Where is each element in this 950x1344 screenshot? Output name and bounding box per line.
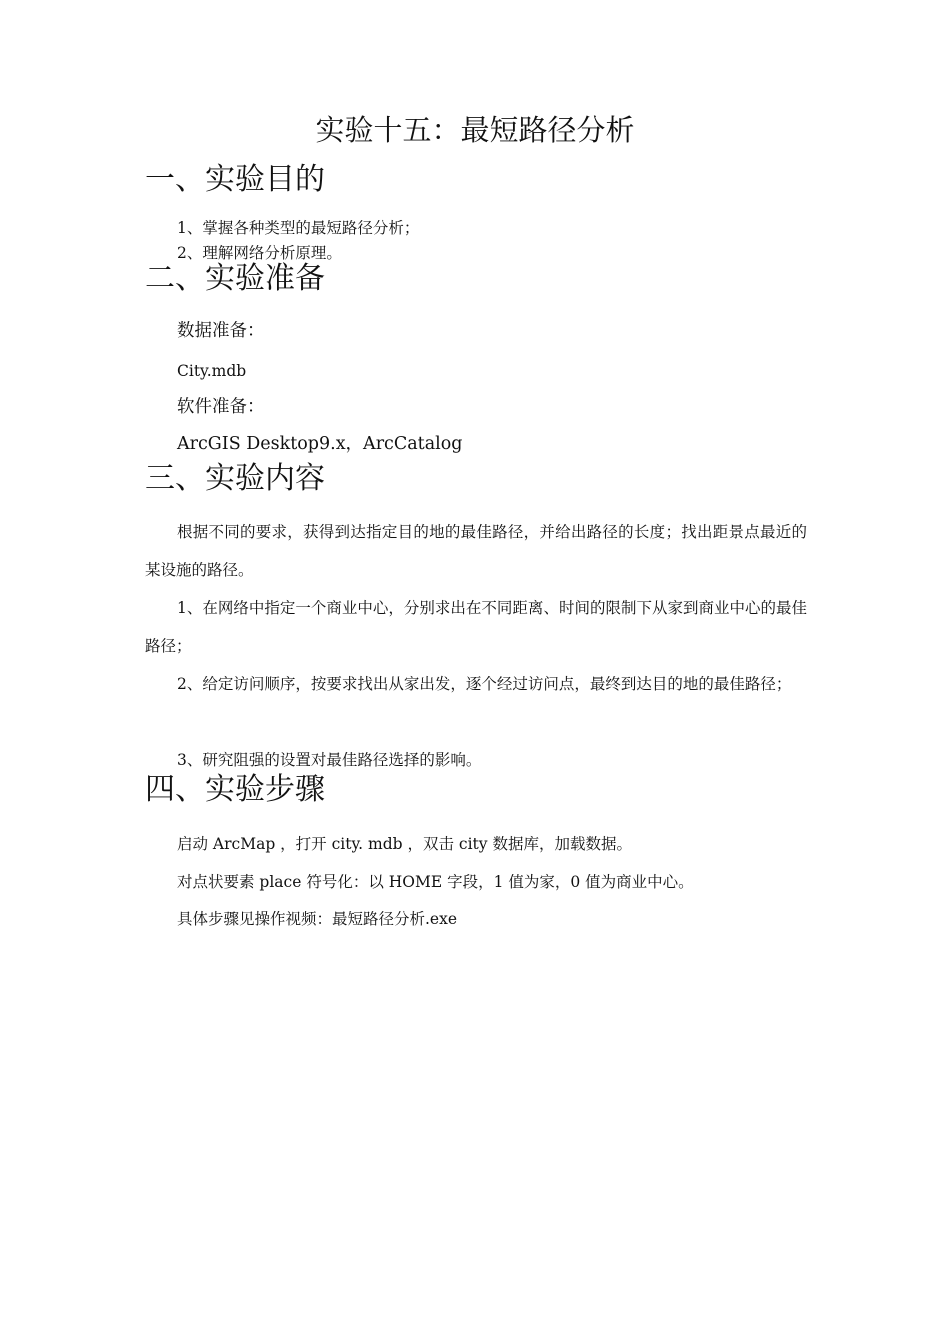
software-prep-value: ArcGIS Desktop9.x，ArcCatalog: [177, 434, 463, 454]
section-heading-preparation: 二、实验准备: [145, 261, 325, 296]
data-prep-value: City.mdb: [177, 362, 247, 380]
step-item: 对点状要素 place 符号化：以 HOME 字段，1 值为家，0 值为商业中心。: [177, 873, 694, 891]
section-heading-content: 三、实验内容: [145, 461, 325, 496]
objective-item: 1、掌握各种类型的最短路径分析；: [177, 219, 420, 237]
objective-item: 2、理解网络分析原理。: [177, 244, 342, 262]
step-item: 启动 ArcMap ，打开 city. mdb ，双击 city 数据库，加载数据。: [177, 835, 632, 853]
content-item: 3、研究阻强的设置对最佳路径选择的影响。: [177, 751, 482, 769]
section-heading-objectives: 一、实验目的: [145, 162, 325, 197]
software-prep-label: 软件准备：: [177, 397, 265, 417]
content-item: 2、给定访问顺序，按要求找出从家出发，逐个经过访问点，最终到达目的地的最佳路径；: [177, 675, 792, 693]
content-intro-paragraph: 根据不同的要求，获得到达指定目的地的最佳路径，并给出路径的长度；找出距景点最近的某设施的路径。: [145, 523, 807, 579]
step-item: 具体步骤见操作视频：最短路径分析.exe: [177, 910, 458, 928]
data-prep-label: 数据准备：: [177, 321, 265, 341]
section-heading-steps: 四、实验步骤: [145, 772, 325, 807]
content-item: 1、在网络中指定一个商业中心，分别求出在不同距离、时间的限制下从家到商业中心的最佳路径；: [145, 599, 807, 655]
document-title: 实验十五：最短路径分析: [315, 113, 635, 147]
